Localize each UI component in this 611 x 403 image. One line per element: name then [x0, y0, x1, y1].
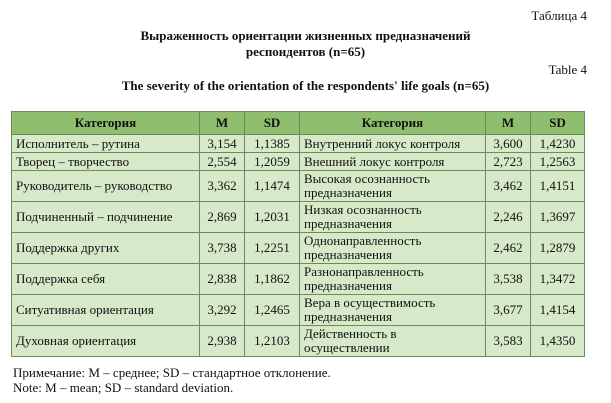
- table-label-ru: Таблица 4: [531, 8, 587, 23]
- table-row: [12, 153, 585, 171]
- sd-cell-2: 1,3472: [531, 264, 585, 295]
- table-row: [12, 233, 585, 264]
- header-category-2: Категория: [300, 112, 486, 135]
- table-title-ru-line2: респондентов (n=65): [245, 44, 366, 59]
- category-cell-2: Внешний локус контроля: [300, 153, 486, 171]
- table-row: [12, 171, 585, 202]
- sd-cell-2: 1,4350: [531, 326, 585, 357]
- mean-cell-2: 3,583: [486, 326, 531, 357]
- mean-cell-2: 2,246: [486, 202, 531, 233]
- header-m: M: [200, 112, 245, 135]
- category-cell: Духовная ориентация: [12, 326, 200, 357]
- category-cell-2: Внутренний локус контроля: [300, 135, 486, 153]
- table-label-en: Table 4: [548, 62, 587, 77]
- header-category: Категория: [12, 112, 200, 135]
- table-row: [12, 295, 585, 326]
- category-cell-2: Однонаправленность предназначения: [300, 233, 486, 264]
- category-cell-2: Высокая осознанность предназначения: [300, 171, 486, 202]
- header-sd-2: SD: [531, 112, 585, 135]
- category-cell: Творец – творчество: [12, 153, 200, 171]
- category-cell: Исполнитель – рутина: [12, 135, 200, 153]
- sd-cell: 1,2059: [245, 153, 300, 171]
- sd-cell-2: 1,4154: [531, 295, 585, 326]
- table-row: [12, 135, 585, 153]
- mean-cell-2: 3,538: [486, 264, 531, 295]
- category-cell-2: Низкая осознанность предназначения: [300, 202, 486, 233]
- sd-cell-2: 1,4230: [531, 135, 585, 153]
- sd-cell-2: 1,3697: [531, 202, 585, 233]
- category-cell-2: Вера в осуществимость предназначения: [300, 295, 486, 326]
- category-cell: Руководитель – руководство: [12, 171, 200, 202]
- mean-cell-2: 2,462: [486, 233, 531, 264]
- category-cell-2: Действенность в осуществлении: [300, 326, 486, 357]
- table-row: [12, 326, 585, 357]
- note-en: Note: M – mean; SD – standard deviation.: [13, 380, 234, 395]
- mean-cell: 3,154: [200, 135, 245, 153]
- table-row: [12, 202, 585, 233]
- sd-cell: 1,2103: [245, 326, 300, 357]
- mean-cell: 3,362: [200, 171, 245, 202]
- sd-cell: 1,1385: [245, 135, 300, 153]
- category-cell: Подчиненный – подчинение: [12, 202, 200, 233]
- header-m-2: M: [486, 112, 531, 135]
- sd-cell: 1,2251: [245, 233, 300, 264]
- category-cell: Поддержка себя: [12, 264, 200, 295]
- sd-cell-2: 1,2879: [531, 233, 585, 264]
- header-sd: SD: [245, 112, 300, 135]
- life-goals-table: [11, 111, 585, 357]
- sd-cell-2: 1,2563: [531, 153, 585, 171]
- table-row: [12, 264, 585, 295]
- sd-cell: 1,1474: [245, 171, 300, 202]
- table-header-row: [12, 112, 585, 135]
- mean-cell: 3,738: [200, 233, 245, 264]
- category-cell: Поддержка других: [12, 233, 200, 264]
- sd-cell: 1,2031: [245, 202, 300, 233]
- sd-cell: 1,2465: [245, 295, 300, 326]
- mean-cell: 2,838: [200, 264, 245, 295]
- mean-cell: 2,938: [200, 326, 245, 357]
- mean-cell: 2,869: [200, 202, 245, 233]
- table-title-ru-line1: Выраженность ориентации жизненных предназначений: [140, 28, 471, 43]
- note-ru: Примечание: M – среднее; SD – стандартное отклонение.: [13, 365, 331, 380]
- category-cell: Ситуативная ориентация: [12, 295, 200, 326]
- mean-cell: 3,292: [200, 295, 245, 326]
- sd-cell-2: 1,4151: [531, 171, 585, 202]
- category-cell-2: Разнонаправленность предназначения: [300, 264, 486, 295]
- sd-cell: 1,1862: [245, 264, 300, 295]
- mean-cell-2: 2,723: [486, 153, 531, 171]
- mean-cell-2: 3,462: [486, 171, 531, 202]
- mean-cell: 2,554: [200, 153, 245, 171]
- mean-cell-2: 3,600: [486, 135, 531, 153]
- mean-cell-2: 3,677: [486, 295, 531, 326]
- table-title-ru: [0, 28, 611, 60]
- table-title-en: The severity of the orientation of the respondents' life goals (n=65): [121, 78, 490, 93]
